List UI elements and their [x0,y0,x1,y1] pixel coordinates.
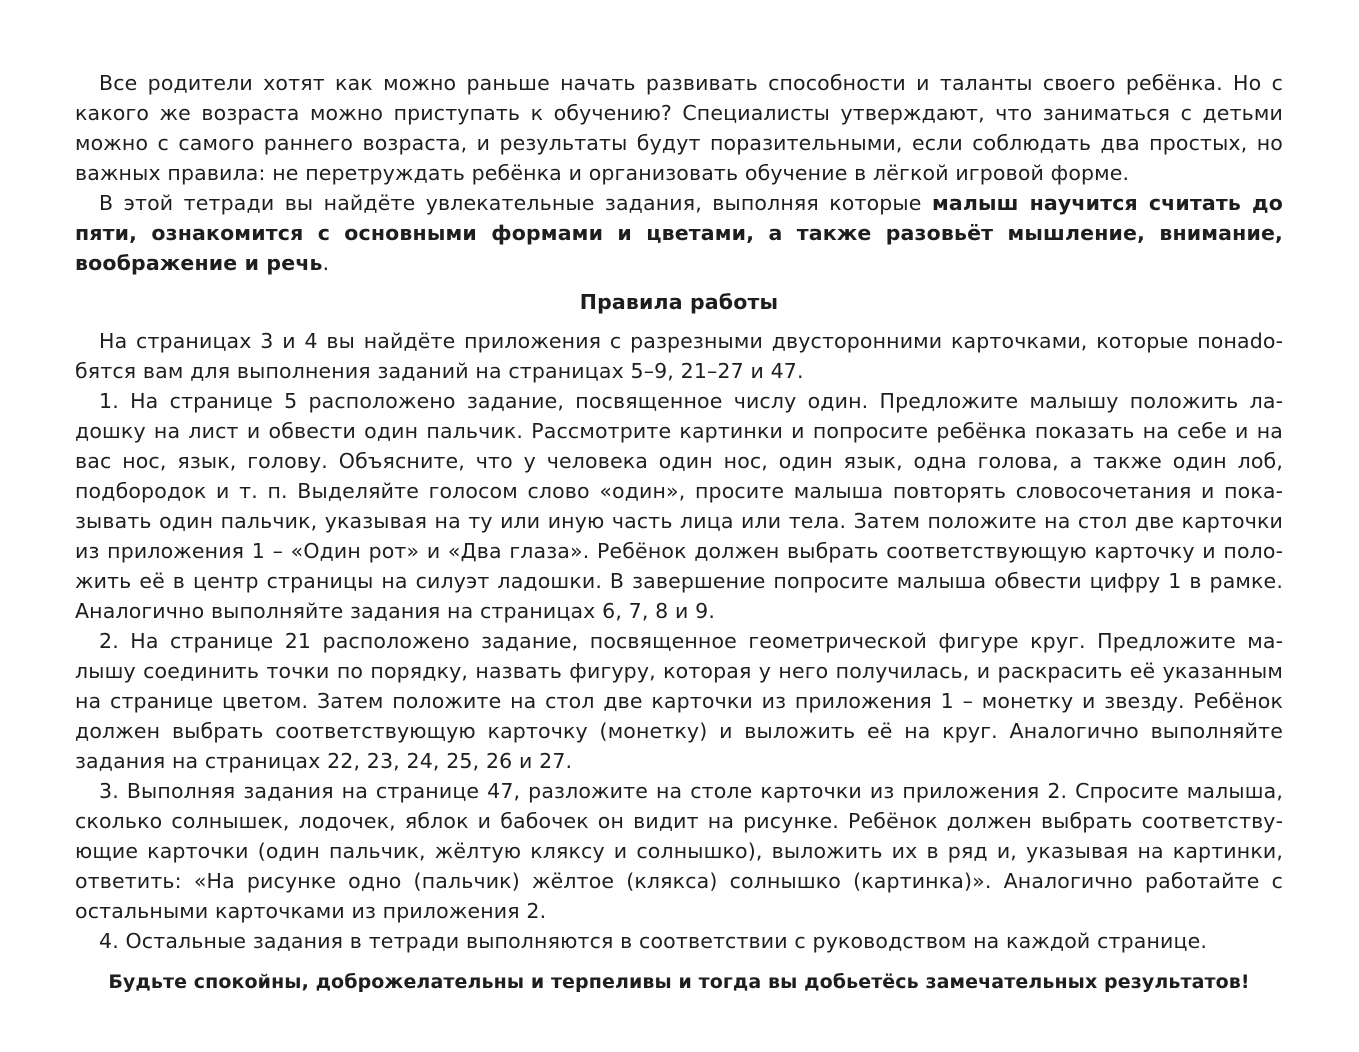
intro-paragraph-1: Все родители хотят как можно раньше начать развивать способности и таланты своего ребёнка. Но с какого же возраста можно приступать к обучению? Специалисты утверждают, что заниматься с детьми можно с самого раннего возраста, и результаты будут поразительными, если соблюдать два простых, но важных правила: не перетруждать ребёнка и организовать обучение в лёгкой игровой форме. [75,71,1283,185]
intro-paragraph-2 [75,188,1283,278]
rules-paragraph-3: 3. Выполняя задания на странице 47, разложите на столе карточки из приложения 2. Спросите малыша, сколько солнышек, лодочек, яблок и бабочек он видит на рисунке. Ребёнок должен выбрать соответствующие карточки (один пальчик, жёлтую кляксу и солнышко), выложить их в ряд и, указывая на картинки, ответить: «На рисунке одно (пальчик) жёлтое (клякса) солнышко (картинка)». Аналогично работайте с остальными карточками из приложения 2. [75,779,1283,923]
rules-paragraph-intro: На страницах 3 и 4 вы найдёте приложения с разрезными двусторонними карточками, которые понаdобятся вам для выполнения заданий на страницах 5–9, 21–27 и 47. [75,329,1283,383]
intro-paragraph-2-tail: . [322,251,330,275]
intro-paragraph-2-lead: В этой тетради вы найдёте увлекательные задания, выполняя которые [99,191,932,215]
rules-heading: Правила работы [579,290,779,314]
rules-paragraph-1: 1. На странице 5 расположено задание, посвященное числу один. Предложите малышу положить ладошку на лист и обвести один пальчик. Рассмотрите картинки и попросите ребёнка показать на себе и на вас нос, язык, голову. Объясните, что у человека один нос, один язык, одна голова, а также один лоб, подбородок и т. п. Выделяйте голосом слово «один», просите малыша повторять словосочетания и показывать один пальчик, указывая на ту или иную часть лица или тела. Затем положите на стол две карточки из приложения 1 – «Один рот» и «Два глаза». Ребёнок должен выбрать соответствующую карточку и положить её в центр страницы на силуэт ладошки. В завершение попросите малыша обвести цифру 1 в рамке. Аналогично выполняйте задания на страницах 6, 7, 8 и 9. [75,389,1283,623]
rules-paragraph-2: 2. На странице 21 расположено задание, посвященное геометрической фигуре круг. Предложите малышу соединить точки по порядку, назвать фигуру, которая у него получилась, и раскрасить её указанным на странице цветом. Затем положите на стол две карточки из приложения 1 – монетку и звезду. Ребёнок должен выбрать соответствующую карточку (монетку) и выложить её на круг. Аналогично выполняйте задания на страницах 22, 23, 24, 25, 26 и 27. [75,629,1283,773]
rules-paragraph-4: 4. Остальные задания в тетради выполняются в соответствии с руководством на каждой странице. [99,929,1208,953]
intro-paragraph-2-highlight: малыш научится считать до пяти, ознакомится с основными формами и цветами, а также разовьёт мышление, внимание, воображение и речь [75,191,1283,275]
instruction-page [75,68,1283,997]
closing-message: Будьте спокойны, доброжелательны и терпеливы и тогда вы добьетёсь замечательных результатов! [108,971,1250,993]
